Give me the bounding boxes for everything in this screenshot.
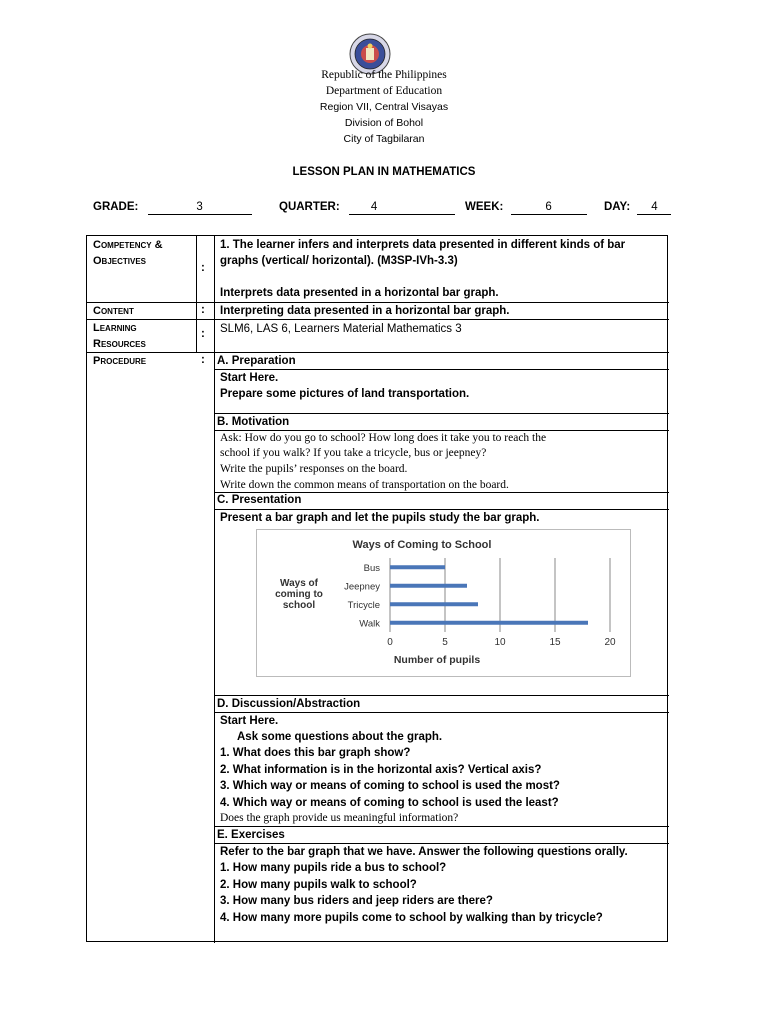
competency-colon: : [201,262,205,274]
motivation-line: Ask: How do you go to school? How long does it take you to reach the [220,432,547,444]
section-divider [214,509,669,510]
exercises-question: 3. How many bus riders and jeep riders are there? [220,895,493,907]
discussion-start: Start Here. [220,715,279,727]
day-label: DAY: [604,201,631,213]
chart-category-label: Bus [363,562,380,574]
grade-value: 3 [148,201,252,215]
content-divider [214,236,215,943]
grade-label: GRADE: [93,201,139,213]
discussion-question: 4. Which way or means of coming to school is used the least? [220,797,559,809]
bar-chart [256,529,631,677]
row-divider [87,302,669,303]
section-divider [214,712,669,713]
section-divider [214,843,669,844]
chart-tick-label: 15 [549,637,561,648]
presentation-heading: C. Presentation [217,494,302,506]
resources-label-2: Resources [93,338,146,350]
lesson-plan-table [86,235,668,942]
discussion-intro: Ask some questions about the graph. [237,731,443,743]
preparation-line: Start Here. [220,372,279,384]
page-title: LESSON PLAN IN MATHEMATICS [292,166,476,178]
resources-label-1: Learning [93,322,137,334]
week-value: 6 [511,201,587,215]
header-line-region: Region VII, Central Visayas [319,101,449,113]
chart-tick-label: 5 [442,637,448,648]
day-field [604,201,671,215]
chart-xlabel: Number of pupils [393,654,481,666]
chart-bar-jeepney [390,584,467,588]
content-label: Content [93,305,134,317]
competency-text-3: Interprets data presented in a horizontal bar graph. [220,287,499,299]
resources-text: SLM6, LAS 6, Learners Material Mathematics 3 [220,323,462,335]
preparation-heading: A. Preparation [217,355,296,367]
section-divider [214,826,669,827]
label-divider [196,236,197,353]
week-label: WEEK: [465,201,504,213]
chart-tick-label: 20 [604,637,616,648]
day-value: 4 [637,201,671,215]
exercises-question: 1. How many pupils ride a bus to school? [220,862,447,874]
discussion-question: 3. Which way or means of coming to school is used the most? [220,780,560,792]
preparation-line: Prepare some pictures of land transportation. [220,388,470,400]
content-text: Interpreting data presented in a horizontal bar graph. [220,305,510,317]
chart-category-label: Jeepney [344,581,380,593]
presentation-text: Present a bar graph and let the pupils study the bar graph. [220,512,540,524]
chart-bar-bus [390,565,445,569]
discussion-question: 2. What information is in the horizontal axis? Vertical axis? [220,764,542,776]
chart-category-label: Tricycle [347,599,380,611]
exercises-question: 4. How many more pupils come to school by walking than by tricycle? [220,912,603,924]
chart-bar-tricycle [390,602,478,606]
procedure-label: Procedure [93,355,147,367]
exercises-intro: Refer to the bar graph that we have. Answer the following questions orally. [220,846,628,858]
motivation-heading: B. Motivation [217,416,290,428]
row-divider [87,352,669,353]
header-line-division: Division of Bohol [344,117,424,129]
week-field [465,201,587,215]
chart-ylabel-line: coming to [275,589,323,600]
grade-field [93,201,252,215]
quarter-value: 4 [349,201,455,215]
resources-colon: : [201,328,205,340]
competency-text-2: graphs (vertical/ horizontal). (M3SP-IVh-3.3) [220,255,458,267]
quarter-field [279,201,455,215]
competency-label-2: Objectives [93,255,147,267]
section-divider [214,369,669,370]
header-line-republic: Republic of the Philippines [321,69,447,81]
discussion-closing: Does the graph provide us meaningful information? [220,812,459,824]
quarter-label: QUARTER: [279,201,340,213]
exercises-heading: E. Exercises [217,829,285,841]
discussion-heading: D. Discussion/Abstraction [217,698,361,710]
section-divider [214,695,669,696]
section-divider [214,413,669,414]
chart-category-label: Walk [359,618,380,630]
chart-title: Ways of Coming to School [352,539,492,551]
header-line-city: City of Tagbilaran [343,133,425,145]
motivation-line: Write the pupils’ responses on the board. [220,463,408,475]
chart-bar-walk [390,621,588,625]
motivation-line: school if you walk? If you take a tricycle, bus or jeepney? [220,447,487,459]
chart-ylabel-line: Ways of [280,578,318,589]
competency-label-1: Competency & [93,239,163,251]
procedure-colon: : [201,354,205,366]
row-divider [87,319,669,320]
chart-tick-label: 10 [494,637,506,648]
header-line-department: Department of Education [325,85,443,97]
content-colon: : [201,304,205,316]
chart-tick-label: 0 [387,637,393,648]
exercises-question: 2. How many pupils walk to school? [220,879,417,891]
motivation-line: Write down the common means of transportation on the board. [220,479,509,491]
chart-ylabel-line: school [282,600,316,611]
discussion-question: 1. What does this bar graph show? [220,747,411,759]
competency-text-1: 1. The learner infers and interprets data presented in different kinds of bar [220,239,626,251]
